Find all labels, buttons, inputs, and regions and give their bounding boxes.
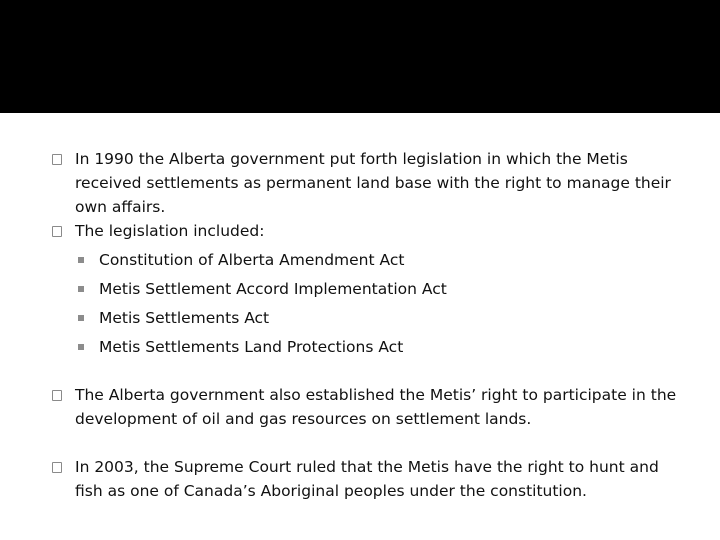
sub-bullet-square-icon <box>78 286 84 292</box>
bullet-box-icon <box>52 154 62 165</box>
bullet-1: In 1990 the Alberta government put forth legislation in which the Metis received settlements as permanent land base with the right to manage their own affairs. <box>75 150 671 216</box>
bullet-4: In 2003, the Supreme Court ruled that the Metis have the right to hunt and fish as one of Canada’s Aboriginal peoples under the constitution. <box>75 458 659 500</box>
sub-item-2: Metis Settlement Accord Implementation Act <box>99 280 447 298</box>
bullet-3: The Alberta government also established the Metis’ right to participate in the development of oil and gas resources on settlement lands. <box>75 386 677 428</box>
sub-item-1: Constitution of Alberta Amendment Act <box>99 251 405 269</box>
sub-bullet-square-icon <box>78 257 84 263</box>
sub-item-3: Metis Settlements Act <box>99 309 270 327</box>
sub-bullet-square-icon <box>78 344 84 350</box>
sub-bullet-square-icon <box>78 315 84 321</box>
bullet-box-icon <box>52 462 62 473</box>
bullet-box-icon <box>52 226 62 237</box>
sub-item-4: Metis Settlements Land Protections Act <box>99 338 404 356</box>
bullet-2: The legislation included: <box>75 222 265 240</box>
bullet-box-icon <box>52 390 62 401</box>
